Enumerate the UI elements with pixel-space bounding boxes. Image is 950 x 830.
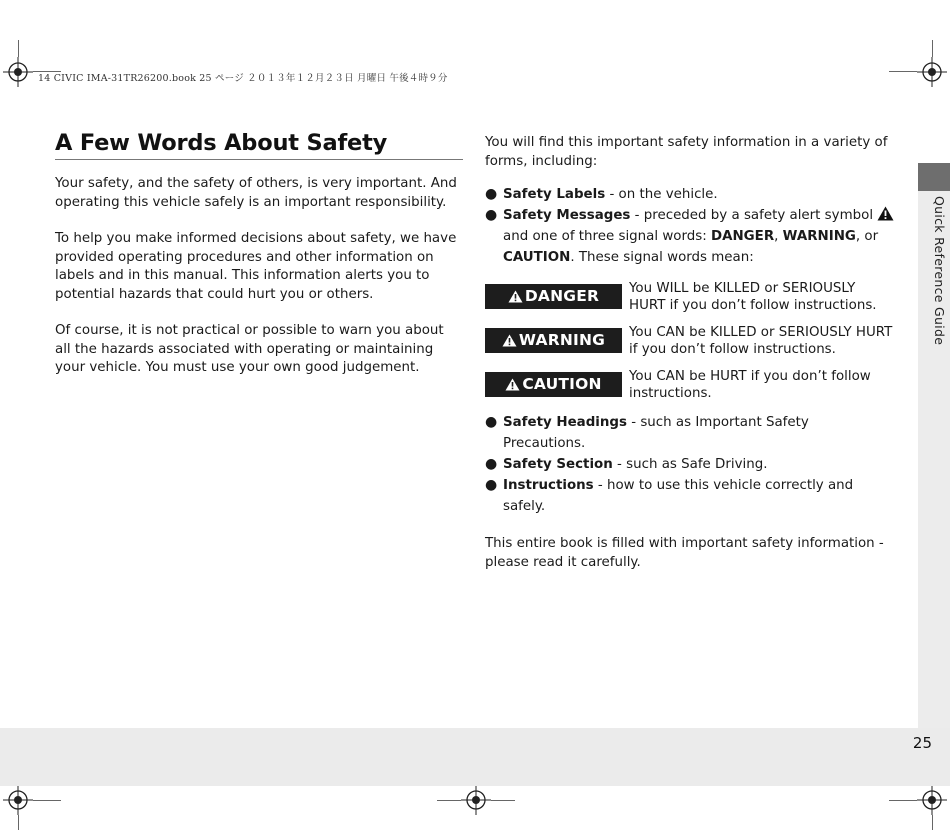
list-item-text: - on the vehicle. <box>605 187 718 202</box>
list-item-bold: Safety Headings <box>503 415 627 430</box>
footer-band <box>0 728 950 786</box>
section-tab-marker <box>918 163 950 191</box>
safety-alert-triangle-icon <box>505 378 520 391</box>
crop-line <box>18 40 19 57</box>
danger-label <box>485 284 622 309</box>
warning-label-text: WARNING <box>518 331 606 350</box>
list-item <box>485 412 895 454</box>
left-column <box>55 130 463 378</box>
crop-line <box>33 71 61 72</box>
list-item-bold: Safety Labels <box>503 187 606 202</box>
caution-label-text: CAUTION <box>522 375 602 394</box>
signal-word-definitions <box>485 280 895 402</box>
danger-meaning: You WILL be KILLED or SERIOUSLY HURT if you don’t follow instructions. <box>629 281 877 313</box>
list-item-bold: Instructions <box>503 478 594 493</box>
section-tab-label: Quick Reference Guide <box>932 196 947 346</box>
signal-words-intro: and one of three signal words: <box>503 229 711 244</box>
safety-alert-triangle-icon <box>502 334 517 347</box>
list-item <box>485 475 895 517</box>
separator: , or <box>855 229 879 244</box>
crop-line <box>889 71 917 72</box>
list-item-bold: Safety Section <box>503 457 613 472</box>
list-item <box>485 184 895 205</box>
signal-words-end: . These signal words mean: <box>570 250 754 265</box>
list-item-text: - preceded by a safety alert symbol <box>630 208 874 223</box>
warning-label <box>485 328 622 353</box>
registration-mark-icon <box>3 57 33 87</box>
list-item <box>485 205 895 268</box>
safety-alert-triangle-icon <box>508 290 523 303</box>
crop-line <box>491 800 515 801</box>
safety-paragraph: To help you make informed decisions about safety, we have provided operating procedures and other information on labels and in this manual. This information alerts you to potential hazards that could hurt you or others. <box>55 231 457 302</box>
registration-mark-icon <box>917 785 947 815</box>
page-number: 25 <box>912 734 932 752</box>
signal-row-warning <box>485 324 895 358</box>
safety-alert-triangle-icon <box>877 206 894 221</box>
bullet-icon: ● <box>485 207 498 223</box>
safety-paragraph: Your safety, and the safety of others, is very important. And operating this vehicle safely is an important responsibility. <box>55 176 457 210</box>
print-metadata: 14 CIVIC IMA-31TR26200.book 25 ページ ２０１３年１２月２３日 月曜日 午後４時９分 <box>38 73 448 84</box>
list-item-text: - such as Important Safety Precautions. <box>503 415 809 451</box>
separator: , <box>774 229 783 244</box>
closing-text: This entire book is filled with important safety information - please read it carefully. <box>485 536 884 570</box>
signal-word-warning: WARNING <box>782 229 856 244</box>
signal-word-caution: CAUTION <box>503 250 571 265</box>
bullet-icon: ● <box>485 456 498 472</box>
intro-text: You will find this important safety information in a variety of forms, including: <box>485 135 888 169</box>
crop-line <box>932 40 933 57</box>
bullet-icon: ● <box>485 477 498 493</box>
crop-line <box>437 800 461 801</box>
crop-line <box>889 800 917 801</box>
bullet-icon: ● <box>485 186 498 202</box>
list-item-text: - such as Safe Driving. <box>612 457 768 472</box>
crop-line <box>932 815 933 830</box>
page-title: A Few Words About Safety <box>55 130 463 160</box>
safety-forms-list <box>485 184 895 268</box>
crop-line <box>18 815 19 830</box>
signal-row-danger <box>485 280 895 314</box>
bullet-icon: ● <box>485 414 498 430</box>
registration-mark-icon <box>917 57 947 87</box>
list-item <box>485 454 895 475</box>
safety-paragraph: Of course, it is not practical or possible to warn you about all the hazards associated with operating or maintaining your vehicle. You must use your own good judgement. <box>55 323 444 375</box>
warning-meaning: You CAN be KILLED or SERIOUSLY HURT if you don’t follow instructions. <box>629 325 893 357</box>
danger-label-text: DANGER <box>524 287 600 306</box>
registration-mark-icon <box>3 785 33 815</box>
safety-sources-list <box>485 412 895 517</box>
right-column <box>485 134 895 572</box>
list-item-bold: Safety Messages <box>503 208 631 223</box>
signal-row-caution <box>485 368 895 402</box>
signal-word-danger: DANGER <box>711 229 775 244</box>
registration-mark-icon <box>461 785 491 815</box>
caution-meaning: You CAN be HURT if you don’t follow instructions. <box>629 369 871 401</box>
list-item-text: - how to use this vehicle correctly and safely. <box>503 478 854 514</box>
crop-line <box>33 800 61 801</box>
caution-label <box>485 372 622 397</box>
